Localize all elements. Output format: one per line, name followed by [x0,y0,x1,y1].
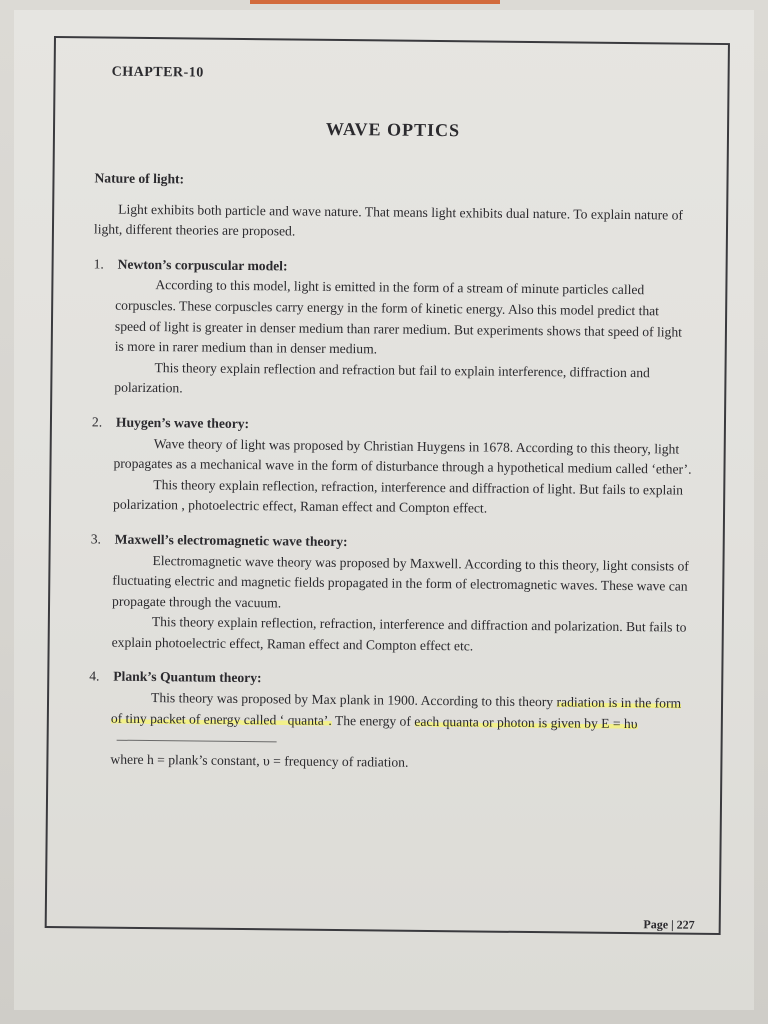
page-title: WAVE OPTICS [325,118,461,141]
section-paragraph: Electromagnetic wave theory was proposed by Maxwell. According to this theory, light consists of fluctuating electric and magnetic fields propagated in the form of electromagnetic waves. These wave can propagate through the vacuum. [112,552,689,611]
top-edge-strip [250,0,500,4]
chapter-label: CHAPTER-10 [111,64,204,81]
section-heading: Newton’s corpuscular model: [117,256,288,274]
section-paragraph [111,688,690,756]
highlighted-text: radiation is in the form of tiny packet of energy called ‘ quanta’. [110,694,682,728]
page-border-frame [45,36,730,935]
section-2 [91,412,692,521]
section-heading: Maxwell’s electromagnetic wave theory: [114,531,348,550]
section-1 [92,254,693,404]
paragraph-text: The energy of [331,712,412,729]
section-paragraph: This theory explain reflection, refraction, interference and diffraction and polarization. But fails to explain photoelectric effect, Raman effect and Compton effect etc. [111,614,687,654]
section-heading: Huygen’s wave theory: [115,414,250,432]
section-number: 3. [90,531,102,547]
section-number: 4. [89,668,100,684]
section-paragraph: where h = plank’s constant, υ = frequency of radiation. [110,751,409,770]
section-paragraph: This theory explain reflection, refraction, interference and diffraction of light. But fails to explain polarization , photoelectric effect, Raman effect and Compton effect. [113,476,684,516]
highlighted-text: each quanta or photon is given by E = hυ [414,713,638,731]
page-content [88,168,694,776]
section-heading: Plank’s Quantum theory: [113,669,262,686]
nature-heading: Nature of light: [94,170,185,187]
page-number: Page | 227 [643,917,695,932]
pen-underline-mark [117,739,277,742]
intro-paragraph: Light exhibits both particle and wave nature. That means light exhibits dual nature. To explain nature of light, different theories are proposed. [93,201,684,239]
section-4 [88,667,689,776]
document-page [14,10,754,1010]
paragraph-text: This theory was proposed by Max plank in 1900. According to this theory [150,690,554,710]
section-3 [90,529,691,659]
section-paragraph: According to this model, light is emitted in the form of a stream of minute particles called corpuscles. These corpuscles carry energy in the form of kinetic energy. Also this model predict that speed of light is greater in denser medium than rarer medium. But experiments shows that speed of light is more in rarer medium than in denser medium. [114,277,683,357]
section-paragraph: Wave theory of light was proposed by Christian Huygens in 1678. According to this theory, light propagates as a mechanical wave in the form of disturbance through a hypothetical medium called ‘ether’. [113,435,692,477]
section-paragraph: This theory explain reflection and refraction but fail to explain interference, diffraction and polarization. [114,359,650,396]
section-number: 2. [91,414,103,430]
section-number: 1. [93,256,104,272]
